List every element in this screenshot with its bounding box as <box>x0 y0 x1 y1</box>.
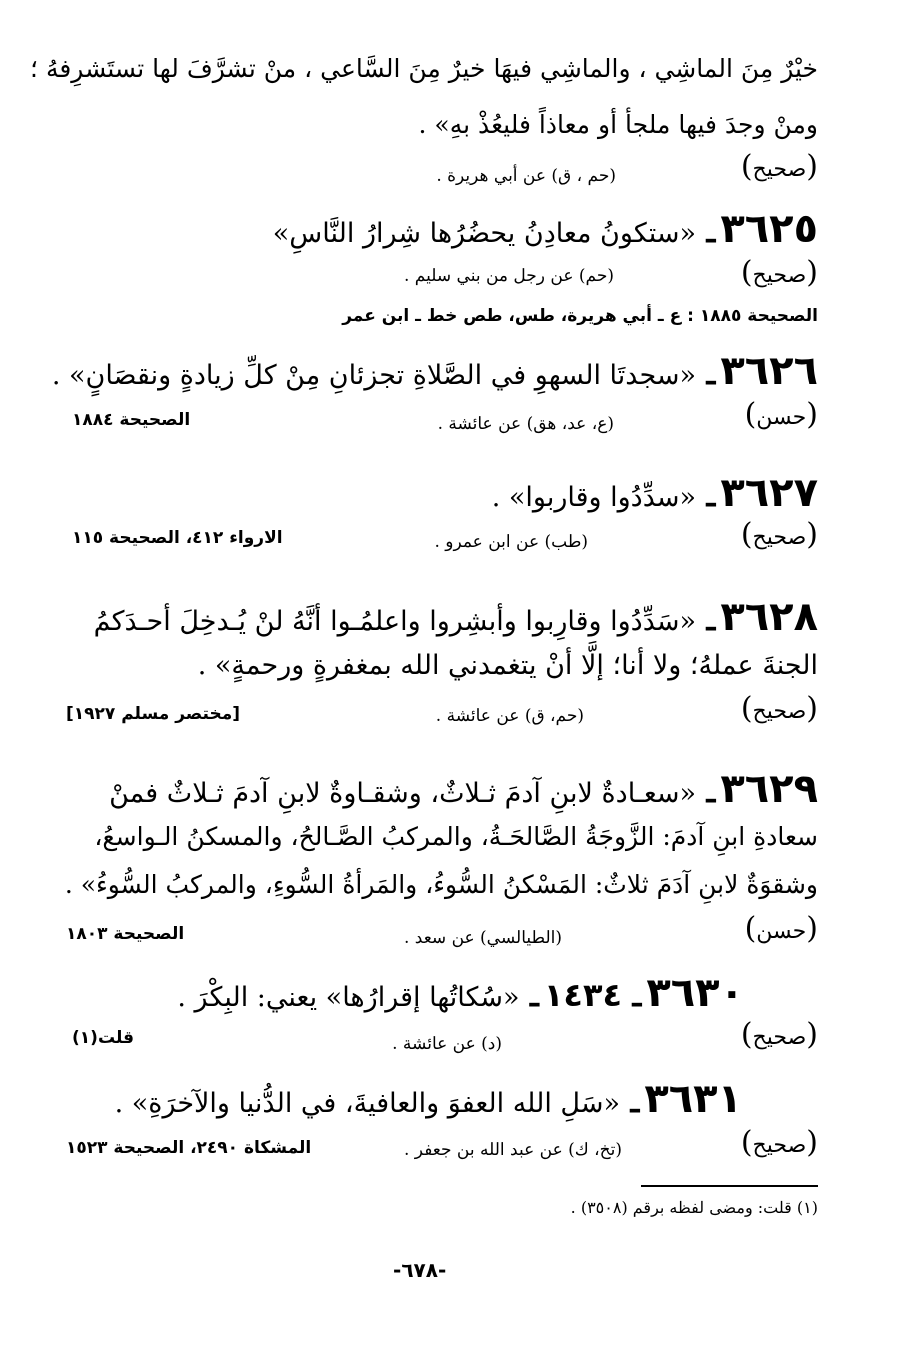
hadith-3625 <box>273 206 818 252</box>
hadith-number: ٣٦٢٦ <box>720 348 818 394</box>
hadith-number: ٣٦٢٨ <box>720 594 818 640</box>
hadith-text: «سَلِ الله العفوَ والعافيةَ، في الدُّنيا والآخرَةِ» . <box>114 1088 621 1119</box>
dash-separator: ـ <box>622 979 642 1014</box>
hadith-text: «سُكاتُها إقرارُها» يعني: البِكْرَ . <box>177 982 520 1013</box>
intro-line-1: خيْرٌ مِنَ الماشِي ، والماشِي فيهَا خيرٌ مِنَ السَّاعي ، منْ تشرَّفَ لها تستَشرِفهُ ؛ <box>30 54 818 83</box>
grade-badge: (صحيح) <box>740 691 818 726</box>
old-hadith-number: ١٤٣٤ <box>543 976 623 1014</box>
hadith-reference: الارواء ٤١٢، الصحيحة ١١٥ <box>72 528 283 548</box>
hadith-text: «سدِّدُوا وقاربوا» . <box>491 482 697 513</box>
hadith-number: ٣٦٣١ <box>644 1076 742 1122</box>
hadith-reference: الصحيحة ١٨٨٤ <box>72 410 191 430</box>
hadith-text: «ستكونُ معادِنُ يحضُرُها شِرارُ النَّاسِ» <box>272 218 697 249</box>
hadith-source: (ع، عد، هق) عن عائشة . <box>437 414 614 434</box>
hadith-reference: الصحيحة ١٨٠٣ <box>66 924 185 944</box>
grade-badge: (صحيح) <box>740 255 818 290</box>
grade-badge: (صحيح) <box>740 517 818 552</box>
hadith-number: ٣٦٢٥ <box>720 206 818 252</box>
hadith-source: (الطيالسي) عن سعد . <box>403 928 562 948</box>
dash-separator: ـ <box>696 357 716 392</box>
hadith-reference: الصحيحة ١٨٨٥ : ع ـ أبي هريرة، طس، طص خط ـ ابن عمر <box>342 306 818 326</box>
hadith-reference: قلت(١) <box>72 1028 135 1048</box>
dash-separator: ـ <box>696 479 716 514</box>
hadith-source: (د) عن عائشة . <box>392 1034 502 1054</box>
dash-separator: ـ <box>696 775 716 810</box>
grade-badge: (صحيح) <box>740 1017 818 1052</box>
hadith-source: (حم ، ق) عن أبي هريرة . <box>436 166 616 186</box>
hadith-number: ٣٦٢٩ <box>720 766 818 812</box>
grade-badge: (حسن) <box>744 911 818 946</box>
hadith-3628 <box>94 594 818 640</box>
hadith-3630 <box>177 970 744 1016</box>
page-number: -٦٧٨- <box>393 1258 447 1282</box>
hadith-number: ٣٦٣٠ <box>646 970 744 1016</box>
hadith-text: «سجدتَا السهوِ في الصَّلاةِ تجزئانِ مِنْ كلِّ زيادةٍ ونقصَانٍ» . <box>51 360 697 391</box>
dash-separator: ـ <box>696 215 716 250</box>
hadith-source: (حم) عن رجل من بني سليم . <box>404 266 614 286</box>
hadith-source: (حم، ق) عن عائشة . <box>435 706 584 726</box>
grade-badge: (حسن) <box>744 397 818 432</box>
hadith-source: (تخ، ك) عن عبد الله بن جعفر . <box>404 1140 622 1160</box>
intro-line-2: ومنْ وجدَ فيها ملجأ أو معاذاً فليعُذْ بهِ» . <box>418 110 818 139</box>
dash-separator: ـ <box>696 603 716 638</box>
hadith-3626 <box>52 348 818 394</box>
hadith-3629 <box>109 766 818 812</box>
hadith-text-line: سعادةِ ابنِ آدمَ: الزَّوجَةُ الصَّالحَـةُ، والمركبُ الصَّـالحُ، والمسكنُ الـواسعُ، <box>94 822 818 851</box>
hadith-text-line: الجنةَ عملهُ؛ ولا أنا؛ إلَّا أنْ يتغمدني الله بمغفرةٍ ورحمةٍ» . <box>197 650 818 681</box>
footnote-divider <box>641 1185 818 1187</box>
hadith-text: «سَدِّدُوا وقارِبوا وأبشِروا واعلمُـوا أنَّهُ لنْ يُـدخِلَ أحـدَكمُ <box>93 606 697 637</box>
hadith-text: «سعـادةٌ لابنِ آدمَ ثـلاثٌ، وشقـاوةٌ لابنِ آدمَ ثـلاثٌ فمنْ <box>109 778 697 809</box>
footnote: (١) قلت: ومضى لفظه برقم (٣٥٠٨) . <box>570 1198 818 1217</box>
hadith-source: (طب) عن ابن عمرو . <box>434 532 588 552</box>
hadith-reference: [مختصر مسلم ١٩٢٧] <box>66 704 241 724</box>
hadith-3631 <box>115 1076 742 1122</box>
dash-separator: ـ <box>519 979 539 1014</box>
hadith-3627 <box>492 470 818 516</box>
hadith-number: ٣٦٢٧ <box>720 470 818 516</box>
grade-badge: (صحيح) <box>740 149 818 184</box>
hadith-reference: المشكاة ٢٤٩٠، الصحيحة ١٥٢٣ <box>66 1138 312 1158</box>
dash-separator: ـ <box>620 1085 640 1120</box>
hadith-text-line: وشقوَةٌ لابنِ آدَمَ ثلاثٌ: المَسْكنُ السُّوءُ، والمَرأةُ السُّوءِ، والمركبُ السُّوءُ» . <box>64 870 818 899</box>
grade-badge: (صحيح) <box>740 1125 818 1160</box>
